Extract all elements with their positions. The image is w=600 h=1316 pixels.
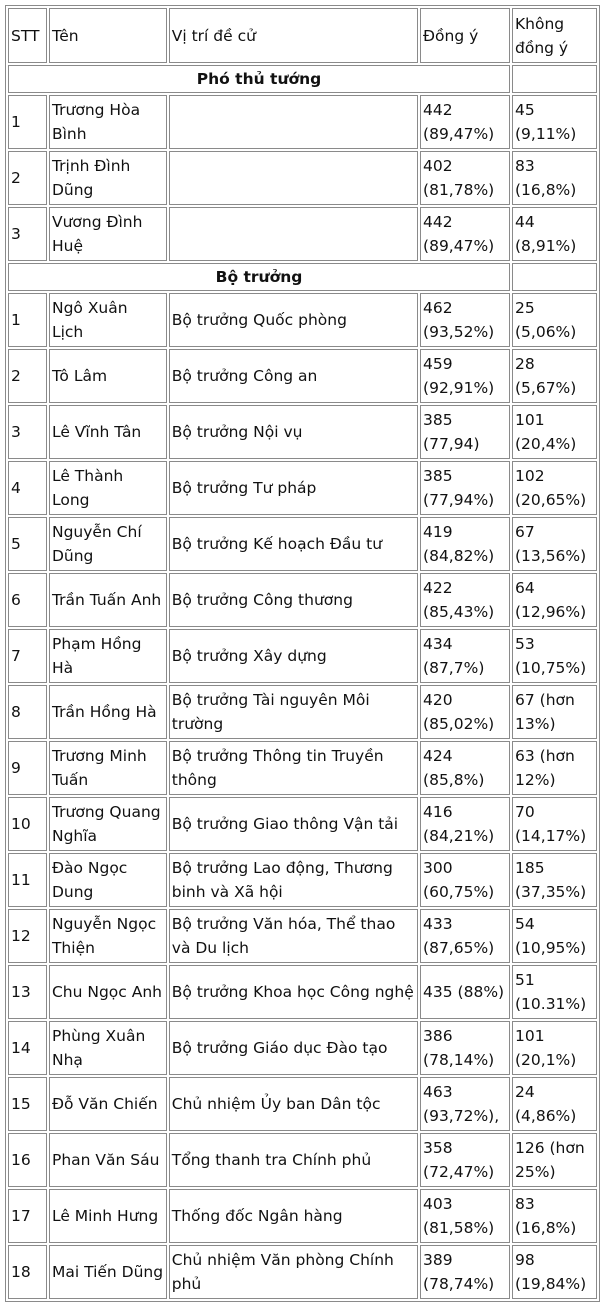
cropped-caption [0, 1305, 600, 1316]
table-row [8, 965, 597, 1019]
table-row [8, 405, 597, 459]
cell-khong-dong-y: 126 (hơn 25%) [512, 1133, 597, 1187]
cell-vitri: Bộ trưởng Lao động, Thương binh và Xã hội [169, 853, 418, 907]
cell-khong-dong-y: 51 (10.31%) [512, 965, 597, 1019]
cell-ten: Nguyễn Ngọc Thiện [49, 909, 167, 963]
cell-khong-dong-y: 83 (16,8%) [512, 151, 597, 205]
cell-ten: Trần Hồng Hà [49, 685, 167, 739]
cell-stt: 15 [8, 1077, 47, 1131]
section-title: Phó thủ tướng [8, 65, 510, 93]
cell-stt: 10 [8, 797, 47, 851]
section-header-row [8, 65, 597, 93]
cell-ten: Đỗ Văn Chiến [49, 1077, 167, 1131]
cell-vitri: Bộ trưởng Tài nguyên Môi trường [169, 685, 418, 739]
cell-dongy: 433 (87,65%) [420, 909, 510, 963]
cell-khong-dong-y: 25 (5,06%) [512, 293, 597, 347]
cell-ten: Mai Tiến Dũng [49, 1245, 167, 1299]
cell-khong-dong-y: 102 (20,65%) [512, 461, 597, 515]
table-row [8, 573, 597, 627]
cell-ten: Vương Đình Huệ [49, 207, 167, 261]
cell-dongy: 385 (77,94%) [420, 461, 510, 515]
table-row [8, 1245, 597, 1299]
cell-stt: 5 [8, 517, 47, 571]
cell-stt: 16 [8, 1133, 47, 1187]
cell-vitri: Bộ trưởng Văn hóa, Thể thao và Du lịch [169, 909, 418, 963]
cell-khong-dong-y: 185 (37,35%) [512, 853, 597, 907]
cell-dongy: 434 (87,7%) [420, 629, 510, 683]
table-row [8, 741, 597, 795]
cell-ten: Tô Lâm [49, 349, 167, 403]
section-header-spacer [512, 263, 597, 291]
cell-ten: Lê Thành Long [49, 461, 167, 515]
cell-dongy: 435 (88%) [420, 965, 510, 1019]
cell-stt: 18 [8, 1245, 47, 1299]
cell-khong-dong-y: 28 (5,67%) [512, 349, 597, 403]
header-dongy: Đồng ý [420, 8, 510, 63]
cell-vitri [169, 95, 418, 149]
cell-dongy: 424 (85,8%) [420, 741, 510, 795]
cell-ten: Lê Vĩnh Tân [49, 405, 167, 459]
cell-dongy: 420 (85,02%) [420, 685, 510, 739]
cell-dongy: 300 (60,75%) [420, 853, 510, 907]
table-row [8, 95, 597, 149]
table-row [8, 293, 597, 347]
cell-dongy: 459 (92,91%) [420, 349, 510, 403]
cell-khong-dong-y: 70 (14,17%) [512, 797, 597, 851]
cell-vitri: Bộ trưởng Xây dựng [169, 629, 418, 683]
cell-dongy: 402 (81,78%) [420, 151, 510, 205]
section-header-spacer [512, 65, 597, 93]
cell-stt: 2 [8, 349, 47, 403]
cell-vitri: Bộ trưởng Kế hoạch Đầu tư [169, 517, 418, 571]
header-stt: STT [8, 8, 47, 63]
cell-dongy: 358 (72,47%) [420, 1133, 510, 1187]
table-row [8, 151, 597, 205]
cell-dongy: 462 (93,52%) [420, 293, 510, 347]
cell-khong-dong-y: 101 (20,1%) [512, 1021, 597, 1075]
table-row [8, 517, 597, 571]
cell-dongy: 419 (84,82%) [420, 517, 510, 571]
cell-dongy: 442 (89,47%) [420, 95, 510, 149]
cell-khong-dong-y: 64 (12,96%) [512, 573, 597, 627]
cell-vitri: Bộ trưởng Công an [169, 349, 418, 403]
vote-results-table [5, 5, 600, 1302]
cell-vitri: Tổng thanh tra Chính phủ [169, 1133, 418, 1187]
table-row [8, 797, 597, 851]
cell-stt: 9 [8, 741, 47, 795]
cell-stt: 1 [8, 293, 47, 347]
cell-khong-dong-y: 53 (10,75%) [512, 629, 597, 683]
cell-ten: Trương Hòa Bình [49, 95, 167, 149]
cell-stt: 3 [8, 207, 47, 261]
cell-dongy: 463 (93,72%), [420, 1077, 510, 1131]
cell-khong-dong-y: 54 (10,95%) [512, 909, 597, 963]
cell-dongy: 416 (84,21%) [420, 797, 510, 851]
cell-ten: Trịnh Đình Dũng [49, 151, 167, 205]
cell-stt: 7 [8, 629, 47, 683]
cell-vitri: Chủ nhiệm Văn phòng Chính phủ [169, 1245, 418, 1299]
table-body [8, 8, 597, 1299]
cell-vitri [169, 207, 418, 261]
cell-vitri: Bộ trưởng Quốc phòng [169, 293, 418, 347]
cell-khong-dong-y: 83 (16,8%) [512, 1189, 597, 1243]
cell-vitri [169, 151, 418, 205]
cell-khong-dong-y: 67 (13,56%) [512, 517, 597, 571]
cell-dongy: 403 (81,58%) [420, 1189, 510, 1243]
cell-vitri: Thống đốc Ngân hàng [169, 1189, 418, 1243]
cell-ten: Ngô Xuân Lịch [49, 293, 167, 347]
cell-stt: 12 [8, 909, 47, 963]
cell-dongy: 422 (85,43%) [420, 573, 510, 627]
cell-ten: Trương Minh Tuấn [49, 741, 167, 795]
cell-stt: 4 [8, 461, 47, 515]
cell-dongy: 442 (89,47%) [420, 207, 510, 261]
cell-khong-dong-y: 45 (9,11%) [512, 95, 597, 149]
table-row [8, 461, 597, 515]
cell-vitri: Bộ trưởng Tư pháp [169, 461, 418, 515]
cell-stt: 8 [8, 685, 47, 739]
cell-ten: Trương Quang Nghĩa [49, 797, 167, 851]
cell-vitri: Bộ trưởng Giao thông Vận tải [169, 797, 418, 851]
section-header-row [8, 263, 597, 291]
cell-stt: 13 [8, 965, 47, 1019]
header-khong-dong-y: Không đồng ý [512, 8, 597, 63]
table-row [8, 909, 597, 963]
cell-ten: Đào Ngọc Dung [49, 853, 167, 907]
cell-ten: Trần Tuấn Anh [49, 573, 167, 627]
cell-stt: 2 [8, 151, 47, 205]
header-ten: Tên [49, 8, 167, 63]
cell-ten: Nguyễn Chí Dũng [49, 517, 167, 571]
header-row [8, 8, 597, 63]
cell-stt: 14 [8, 1021, 47, 1075]
header-vitri: Vị trí đề cử [169, 8, 418, 63]
section-title: Bộ trưởng [8, 263, 510, 291]
table-row [8, 1133, 597, 1187]
cell-dongy: 385 (77,94) [420, 405, 510, 459]
table-row [8, 1189, 597, 1243]
cell-vitri: Bộ trưởng Khoa học Công nghệ [169, 965, 418, 1019]
cell-ten: Phùng Xuân Nhạ [49, 1021, 167, 1075]
cell-vitri: Bộ trưởng Công thương [169, 573, 418, 627]
table-row [8, 207, 597, 261]
cell-vitri: Bộ trưởng Giáo dục Đào tạo [169, 1021, 418, 1075]
cell-khong-dong-y: 63 (hơn 12%) [512, 741, 597, 795]
cell-stt: 6 [8, 573, 47, 627]
cell-ten: Lê Minh Hưng [49, 1189, 167, 1243]
table-row [8, 349, 597, 403]
cell-khong-dong-y: 98 (19,84%) [512, 1245, 597, 1299]
table-row [8, 853, 597, 907]
cell-ten: Phan Văn Sáu [49, 1133, 167, 1187]
cell-vitri: Bộ trưởng Nội vụ [169, 405, 418, 459]
table-row [8, 685, 597, 739]
cell-khong-dong-y: 67 (hơn 13%) [512, 685, 597, 739]
cell-vitri: Bộ trưởng Thông tin Truyền thông [169, 741, 418, 795]
table-row [8, 1077, 597, 1131]
cell-khong-dong-y: 101 (20,4%) [512, 405, 597, 459]
cell-dongy: 386 (78,14%) [420, 1021, 510, 1075]
cell-ten: Chu Ngọc Anh [49, 965, 167, 1019]
cell-ten: Phạm Hồng Hà [49, 629, 167, 683]
table-row [8, 629, 597, 683]
cell-stt: 3 [8, 405, 47, 459]
cell-khong-dong-y: 44 (8,91%) [512, 207, 597, 261]
cell-khong-dong-y: 24 (4,86%) [512, 1077, 597, 1131]
cell-vitri: Chủ nhiệm Ủy ban Dân tộc [169, 1077, 418, 1131]
cell-stt: 11 [8, 853, 47, 907]
table-row [8, 1021, 597, 1075]
cell-stt: 1 [8, 95, 47, 149]
cell-stt: 17 [8, 1189, 47, 1243]
cell-dongy: 389 (78,74%) [420, 1245, 510, 1299]
